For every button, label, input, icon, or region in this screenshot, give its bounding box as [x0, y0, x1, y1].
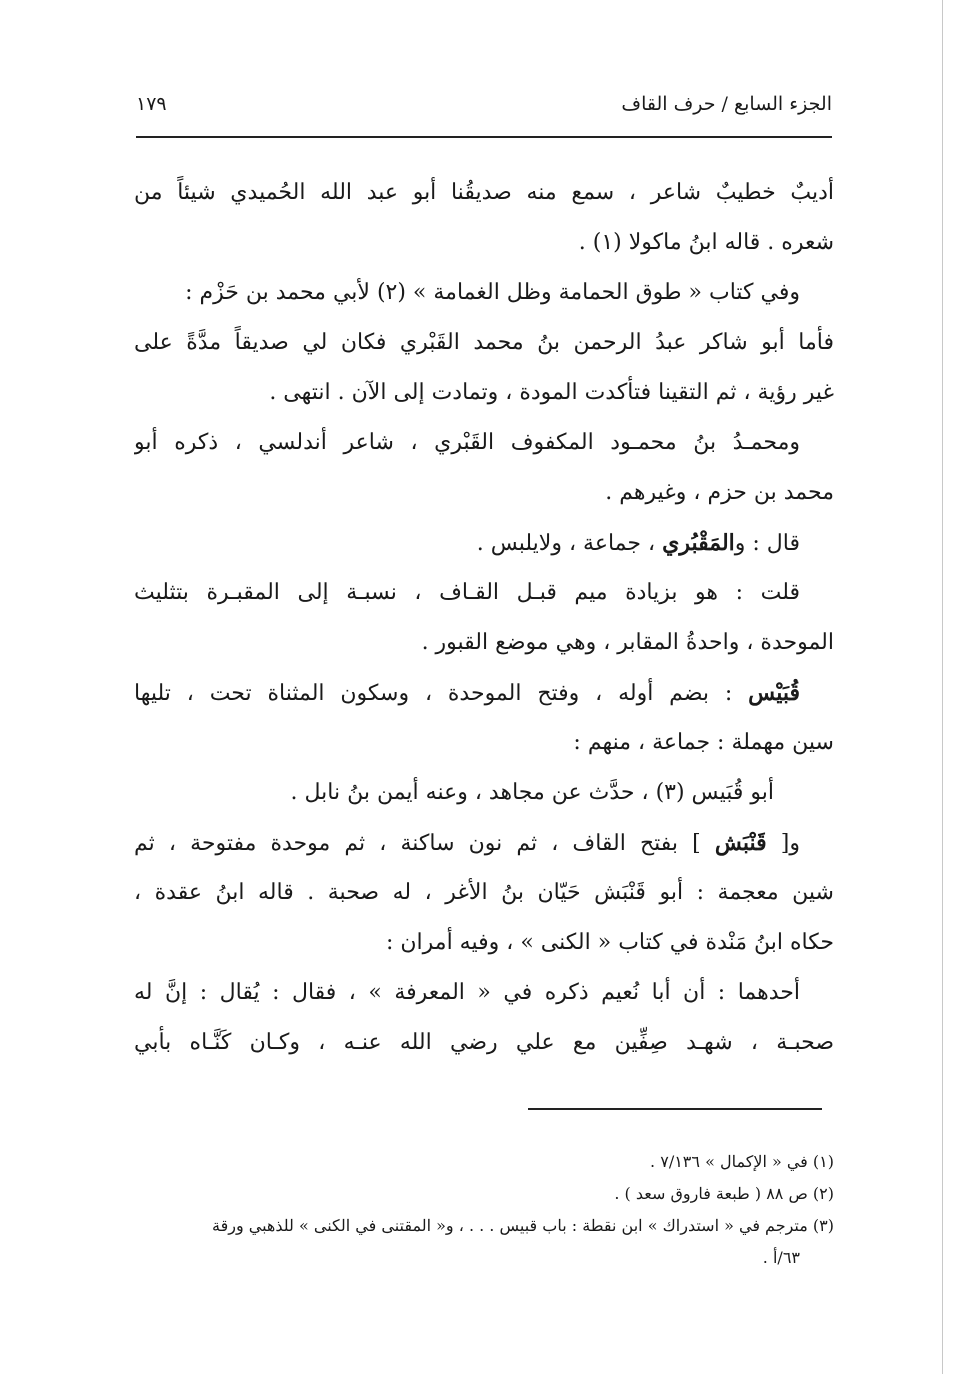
text-line: غير رؤية ، ثم التقينا فتأكدت المودة ، وتمادت إلى الآن . انتهى .: [269, 380, 834, 405]
footnote-continuation: ٦٣/أ .: [762, 1248, 800, 1267]
entry-headword: قَنْبَش: [714, 830, 767, 856]
text-line: قلت : هو بزيادة ميم قبـل القـاف ، نسبـة إلى المقبـرة بتثليث: [134, 580, 800, 605]
text-run: و[: [766, 831, 800, 856]
text-line: محمد بن حزم ، وغيرهم .: [605, 480, 834, 505]
text-line: أحدهما : أن أبا نُعيم ذكره في « المعرفة » ، فقال : يُقال : إنَّ له: [134, 980, 800, 1005]
page-number: ١٧٩: [136, 93, 167, 115]
footnote: (٣) مترجم في « استدراك » ابن نقطة : باب قبيس . . . ، و« المقتنى في الكنى » للذهبي ورقة: [211, 1216, 834, 1235]
text-line: شعره . قاله ابنُ ماكولا (١) .: [578, 230, 834, 255]
text-line: صحبـة ، شهـد صِفِّين مع علي رضي الله عنـه ، وكـان كَنَّـاه بأبي: [134, 1030, 834, 1055]
text-run: قال : و: [734, 531, 800, 556]
entry-headword: قُبَيْس: [748, 680, 800, 706]
text-line: سين مهملة : جماعة ، منهم :: [573, 730, 834, 755]
text-line: [134, 818, 834, 868]
header-rule: [136, 136, 832, 138]
text-line: فأما أبو شاكر عبدُ الرحمن بنُ محمد القَبْري فكان لي صديقاً مدَّةً على: [134, 330, 834, 355]
text-line: الموحدة ، واحدةُ المقابر ، وهي موضع القبور .: [421, 630, 834, 655]
entry-headword: المَقْبُري: [662, 530, 735, 556]
footnotes: [126, 1146, 834, 1274]
footnote: (٢) ص ٨٨ ( طبعة فاروق سعد ) .: [614, 1184, 834, 1203]
text-line: أبو قُبَيس (٣) ، حدَّث عن مجاهد ، وعنه أيمن بنُ نابل .: [290, 780, 774, 805]
text-line: [134, 518, 834, 568]
footnote-rule: [528, 1108, 822, 1110]
text-run: ] بفتح القاف ، ثم نون ساكنة ، ثم موحدة مفتوحة ، ثم: [134, 831, 715, 856]
text-run: : بضم أوله ، وفتح الموحدة ، وسكون المثناة تحت ، تليها: [134, 681, 749, 706]
text-line: أديبٌ خطيبٌ شاعر ، سمع منه صديقُنا أبو عبد الله الحُميدي شيئاً من: [134, 180, 834, 205]
text-line: [134, 668, 834, 718]
text-line: حكاه ابنُ مَنْدة في كتاب « الكنى » ، وفيه أمران :: [385, 930, 834, 955]
text-line: وفي كتاب « طوق الحمامة وظل الغمامة » (٢) لأبي محمد بن حَزْم :: [185, 280, 800, 305]
page-edge-line: [942, 0, 943, 1374]
footnote: (١) في « الإكمال » ٧/١٣٦ .: [650, 1152, 834, 1171]
page-header: [136, 93, 832, 133]
text-run: ، جماعة ، ولايلبس .: [476, 531, 663, 556]
text-line: شين معجمة : أبو قَنْبَش حَيّان بنُ الأغر ، له صحبة . قاله ابنُ عقدة ،: [134, 880, 834, 905]
running-head: الجزء السابع / حرف القاف: [621, 93, 832, 115]
text-line: ومحمـدُ بنُ محمـود المكفوف القَبْري ، شاعر أندلسي ، ذكره أبو: [134, 430, 800, 455]
main-text: [134, 168, 834, 1068]
